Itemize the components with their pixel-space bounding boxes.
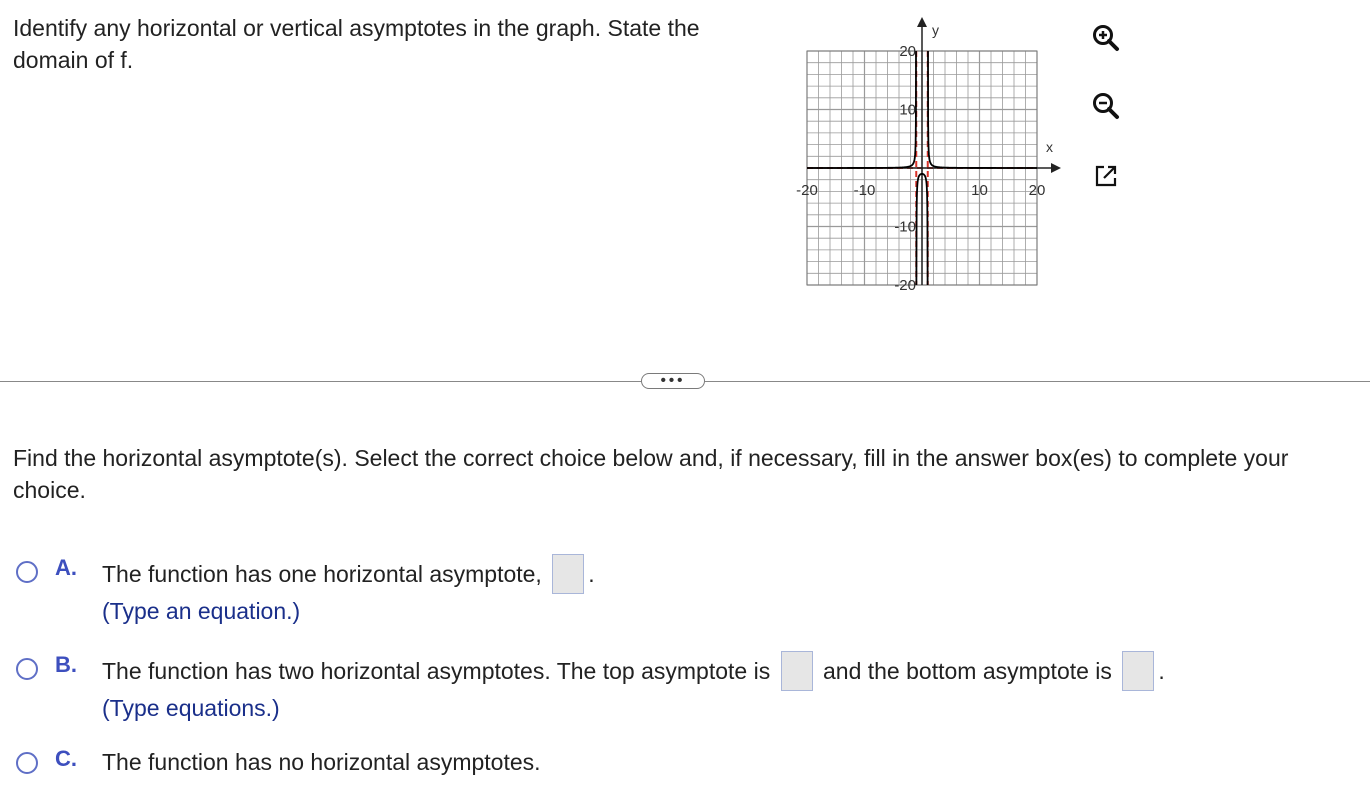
y-axis-arrow xyxy=(917,17,927,27)
divider-line-left xyxy=(0,381,641,382)
curve-left-branch xyxy=(807,15,916,168)
y-tick-label: -10 xyxy=(894,218,916,236)
zoom-in-button[interactable] xyxy=(1086,18,1126,58)
expand-button[interactable] xyxy=(641,373,705,389)
choice-b-text-2: and the bottom asymptote is xyxy=(822,658,1112,685)
zoom-out-button[interactable] xyxy=(1086,86,1126,126)
x-axis-arrow xyxy=(1051,163,1061,173)
choice-c-text: The function has no horizontal asymptotes. xyxy=(102,749,541,775)
curve-right-branch xyxy=(928,15,1037,168)
graph-axes xyxy=(807,17,1061,285)
x-tick-label: -20 xyxy=(796,182,818,199)
choice-b-letter: B. xyxy=(55,652,77,677)
zoom-out-icon xyxy=(1086,86,1126,126)
choice-a-letter: A. xyxy=(55,555,77,580)
choice-b-period: . xyxy=(1158,658,1165,685)
choice-a-radio[interactable] xyxy=(16,561,38,583)
choice-c-radio[interactable] xyxy=(16,752,38,774)
divider-line-right xyxy=(705,381,1370,382)
y-tick-label: 20 xyxy=(899,43,916,60)
zoom-in-icon xyxy=(1086,18,1126,58)
choice-a-text: The function has one horizontal asymptote, xyxy=(102,561,542,588)
expand-dots: ••• xyxy=(660,372,686,389)
choice-a-hint: (Type an equation.) xyxy=(102,598,301,624)
choice-b-bottom-answer-box[interactable] xyxy=(1122,651,1154,691)
choice-b-text-1: The function has two horizontal asymptotes. The top asymptote is xyxy=(102,658,771,685)
prompt-text: Find the horizontal asymptote(s). Select the correct choice below and, if necessary, fill in the answer box(es) to complete your choice. xyxy=(13,445,1289,503)
x-tick-label: 20 xyxy=(1028,182,1046,199)
choice-a-period: . xyxy=(588,561,595,588)
choice-c-letter: C. xyxy=(55,746,77,771)
choice-b-radio[interactable] xyxy=(16,658,38,680)
asymptote-graph xyxy=(785,15,1070,305)
x-axis-label: x xyxy=(1046,139,1053,155)
x-tick-label: 10 xyxy=(971,182,988,199)
popout-icon xyxy=(1086,156,1126,196)
popout-button[interactable] xyxy=(1086,156,1126,196)
choice-a-answer-box[interactable] xyxy=(552,554,584,594)
y-axis-label: y xyxy=(932,22,939,38)
question-text: Identify any horizontal or vertical asymptotes in the graph. State the domain of f. xyxy=(13,15,700,73)
y-tick-label: -20 xyxy=(894,277,916,294)
choice-b-top-answer-box[interactable] xyxy=(781,651,813,691)
choice-b-hint: (Type equations.) xyxy=(102,695,280,721)
x-tick-label: -10 xyxy=(853,182,876,199)
y-tick-label: 10 xyxy=(899,101,916,119)
